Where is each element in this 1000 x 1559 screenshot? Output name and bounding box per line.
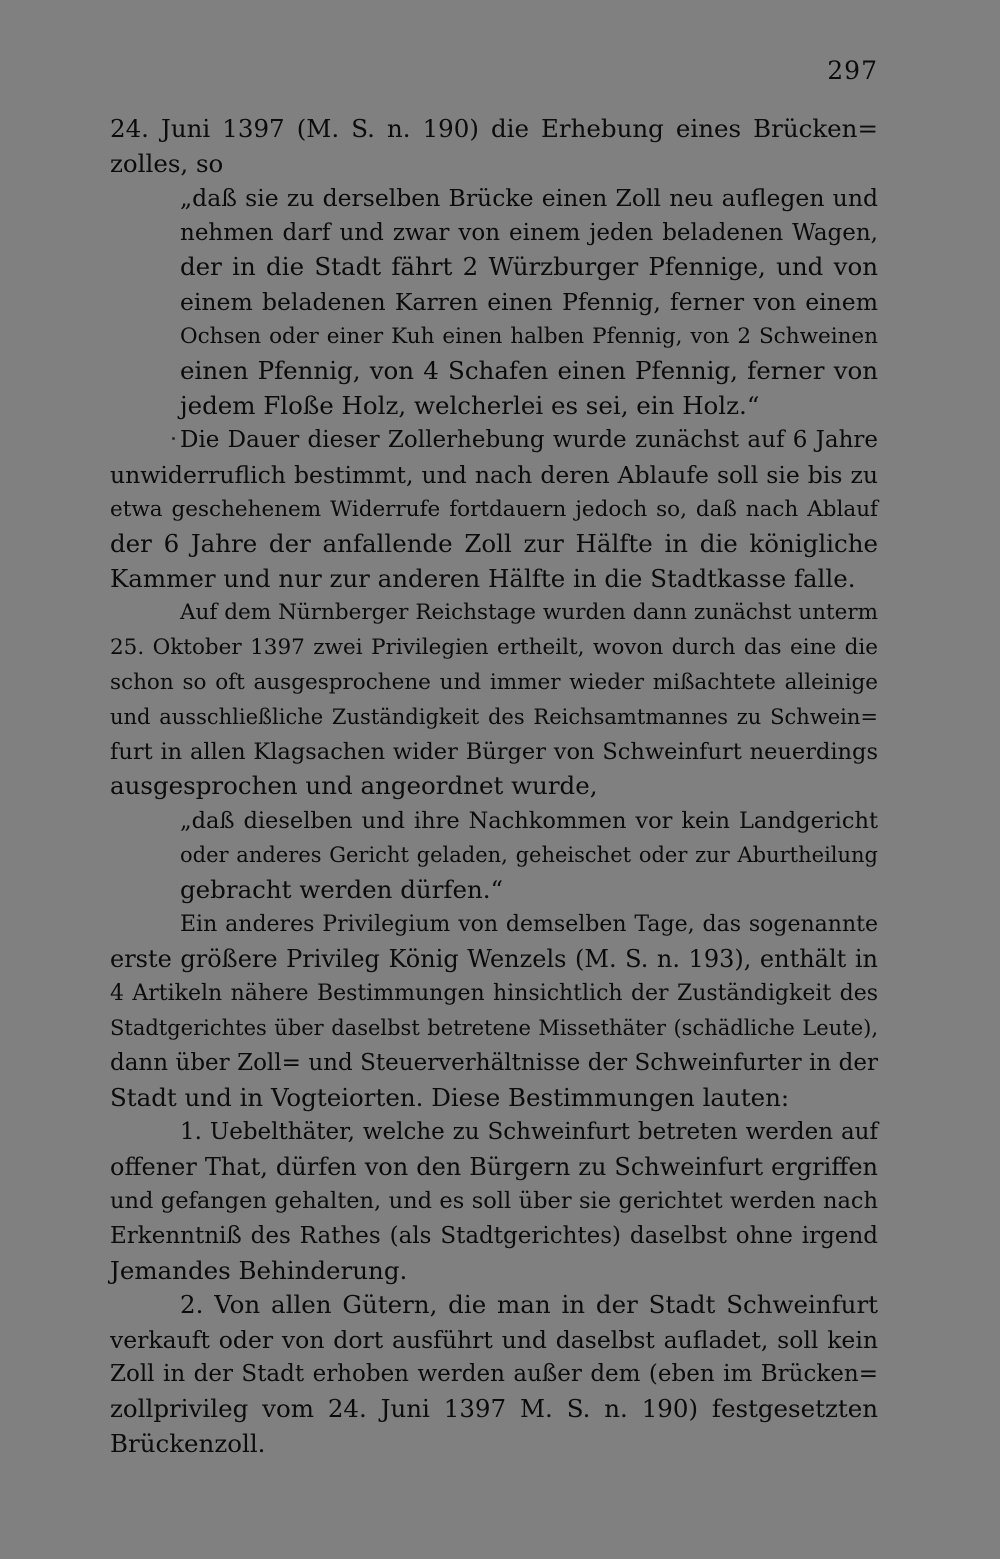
- text-line: oder anderes Gericht geladen, geheischet oder zur Aburtheilung: [180, 843, 878, 868]
- text-line: 25. Oktober 1397 zwei Privilegien ertheilt, wovon durch das eine die: [110, 634, 878, 660]
- text-line: etwa geschehenem Widerrufe fortdauern jedoch so, daß nach Ablauf: [110, 496, 878, 522]
- text-line: schon so oft ausgesprochene und immer wieder mißachtete alleinige: [110, 669, 878, 695]
- text-line: 24. Juni 1397 (M. S. n. 190) die Erhebung eines Brücken=: [110, 114, 878, 143]
- text-line: gebracht werden dürfen.“: [180, 875, 504, 905]
- text-line: Die Dauer dieser Zollerhebung wurde zunächst auf 6 Jahre: [180, 427, 878, 454]
- text-line: Stadtgerichtes über daselbst betretene Missethäter (schädliche Leute),: [110, 1016, 878, 1041]
- text-line: „daß sie zu derselben Brücke einen Zoll neu auflegen und: [180, 184, 878, 213]
- scan-speck: [172, 437, 175, 440]
- text-line: Brückenzoll.: [110, 1428, 266, 1458]
- page-number: 297: [827, 56, 878, 85]
- text-line: 2. Von allen Gütern, die man in der Stadt Schweinfurt: [180, 1290, 878, 1320]
- text-line: Erkenntniß des Rathes (als Stadtgerichtes) daselbst ohne irgend: [110, 1223, 878, 1249]
- text-line: Stadt und in Vogteiorten. Diese Bestimmungen lauten:: [110, 1082, 790, 1112]
- text-line: verkauft oder von dort ausführt und daselbst aufladet, soll kein: [110, 1325, 878, 1354]
- text-line: Jemandes Behinderung.: [110, 1255, 408, 1285]
- text-line: einem beladenen Karren einen Pfennig, ferner von einem: [180, 287, 878, 316]
- text-line: einen Pfennig, von 4 Schafen einen Pfennig, ferner von: [180, 356, 878, 386]
- text-line: der 6 Jahre der anfallende Zoll zur Hälfte in die königliche: [110, 529, 878, 559]
- text-line: zollprivileg vom 24. Juni 1397 M. S. n. 190) festgesetzten: [110, 1393, 878, 1423]
- text-line: Kammer und nur zur anderen Hälfte in die Stadtkasse falle.: [110, 563, 856, 593]
- text-line: und gefangen gehalten, und es soll über sie gerichtet werden nach: [110, 1188, 878, 1215]
- text-line: „daß dieselben und ihre Nachkommen vor kein Landgericht: [180, 807, 878, 834]
- text-line: offener That, dürfen von den Bürgern zu Schweinfurt ergriffen: [110, 1152, 878, 1181]
- text-line: unwiderruflich bestimmt, und nach deren Ablaufe soll sie bis zu: [110, 460, 878, 489]
- text-line: der in die Stadt fährt 2 Würzburger Pfennige, und von: [180, 252, 878, 282]
- text-line: nehmen darf und zwar von einem jeden beladenen Wagen,: [180, 219, 878, 246]
- text-line: 4 Artikeln nähere Bestimmungen hinsichtlich der Zuständigkeit des: [110, 980, 878, 1006]
- text-line: jedem Floße Holz, welcherlei es sei, ein Holz.“: [180, 390, 760, 420]
- text-line: Zoll in der Stadt erhoben werden außer dem (eben im Brücken=: [110, 1361, 878, 1388]
- text-line: Auf dem Nürnberger Reichstage wurden dann zunächst unterm: [180, 600, 878, 626]
- text-line: Ochsen oder einer Kuh einen halben Pfennig, von 2 Schweinen: [180, 323, 878, 349]
- text-line: zolles, so: [110, 148, 224, 178]
- text-line: 1. Uebelthäter, welche zu Schweinfurt betreten werden auf: [180, 1119, 878, 1146]
- text-line: Ein anderes Privilegium von demselben Tage, das sogenannte: [180, 911, 878, 937]
- text-line: furt in allen Klagsachen wider Bürger von Schweinfurt neuerdings: [110, 738, 878, 765]
- text-line: erste größere Privileg König Wenzels (M. S. n. 193), enthält in: [110, 945, 878, 974]
- body-text: [110, 112, 878, 1461]
- text-line: und ausschließliche Zuständigkeit des Reichsamtmannes zu Schwein=: [110, 705, 878, 730]
- text-line: dann über Zoll= und Steuerverhältnisse der Schweinfurter in der: [110, 1050, 878, 1077]
- text-line: ausgesprochen und angeordnet wurde,: [110, 771, 598, 801]
